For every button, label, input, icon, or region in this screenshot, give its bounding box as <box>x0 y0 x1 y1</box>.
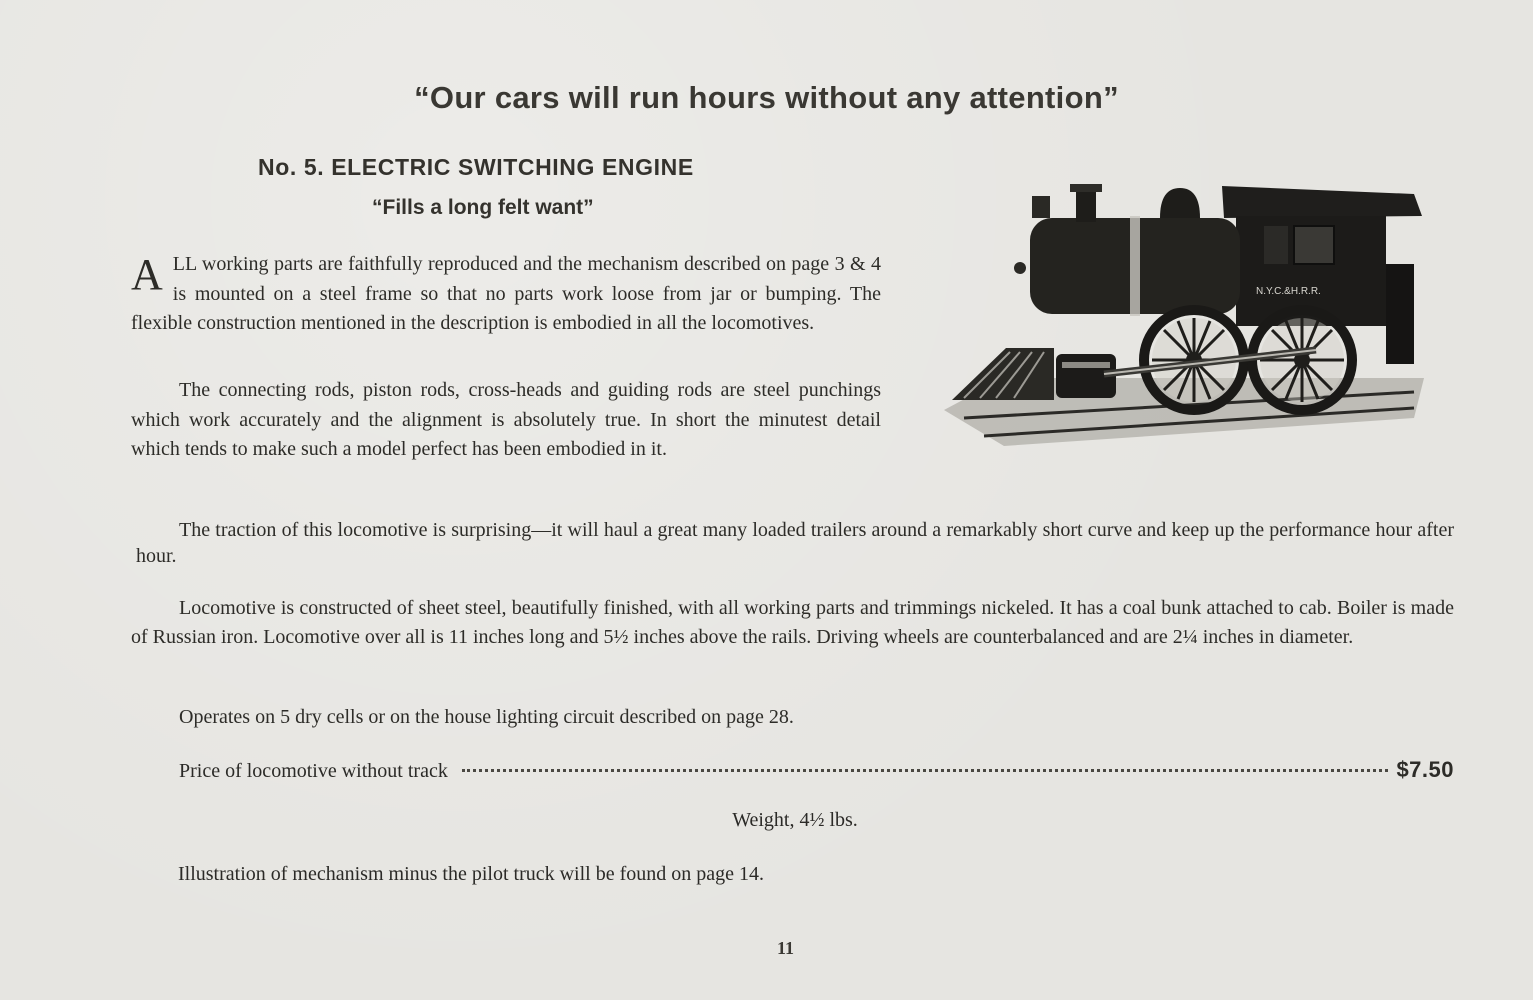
weight-line: Weight, 4½ lbs. <box>732 809 858 831</box>
dot-leader <box>462 769 1389 772</box>
paragraph-working-parts <box>131 250 881 339</box>
product-subtitle: “Fills a long felt want” <box>372 196 594 219</box>
mechanism-note: Illustration of mechanism minus the pilot truck will be found on page 14. <box>178 863 765 885</box>
price-row <box>179 757 1454 783</box>
price-value: $7.50 <box>1396 757 1454 782</box>
engine-lettering: N.Y.C.&H.R.R. <box>1256 286 1321 297</box>
paragraph-working-parts-text: LL working parts are faithfully reproduced and the mechanism described on page 3 & 4 is mounted on a steel frame so that no parts work loose from jar or bumping. The flexible construction mentioned in the description is embodied in all the locomotives. <box>131 253 881 334</box>
driving-wheel-rear <box>1252 310 1352 410</box>
drop-cap: A <box>131 250 163 299</box>
page-number: 11 <box>776 938 794 958</box>
pilot <box>952 348 1054 400</box>
paragraph-power: Operates on 5 dry cells or on the house lighting circuit described on page 28. <box>179 706 794 728</box>
boiler <box>1014 184 1240 316</box>
paragraph-connecting-rods: The connecting rods, piston rods, cross-heads and guiding rods are steel punchings which work accurately and the alignment is absolutely true. In short the minutest detail which tends to make such a model perfect has been embodied in it. <box>131 379 881 460</box>
product-title: No. 5. ELECTRIC SWITCHING ENGINE <box>258 154 694 180</box>
page-headline: “Our cars will run hours without any attention” <box>414 80 1119 115</box>
paragraph-construction: Locomotive is constructed of sheet steel, beautifully finished, with all working parts and trimmings nickeled. It has a coal bunk attached to cab. Boiler is made of Russian iron. Locomotive over all is 11 inches long and 5½ inches above the rails. Driving wheels are counterbalanced and are 2¼ inches in diameter. <box>131 597 1454 648</box>
paragraph-traction: The traction of this locomotive is surprising—it will haul a great many loaded trailers around a remarkably short curve and keep up the performance hour after hour. <box>136 519 1454 567</box>
locomotive-illustration <box>944 178 1434 458</box>
price-label: Price of locomotive without track <box>179 760 448 782</box>
